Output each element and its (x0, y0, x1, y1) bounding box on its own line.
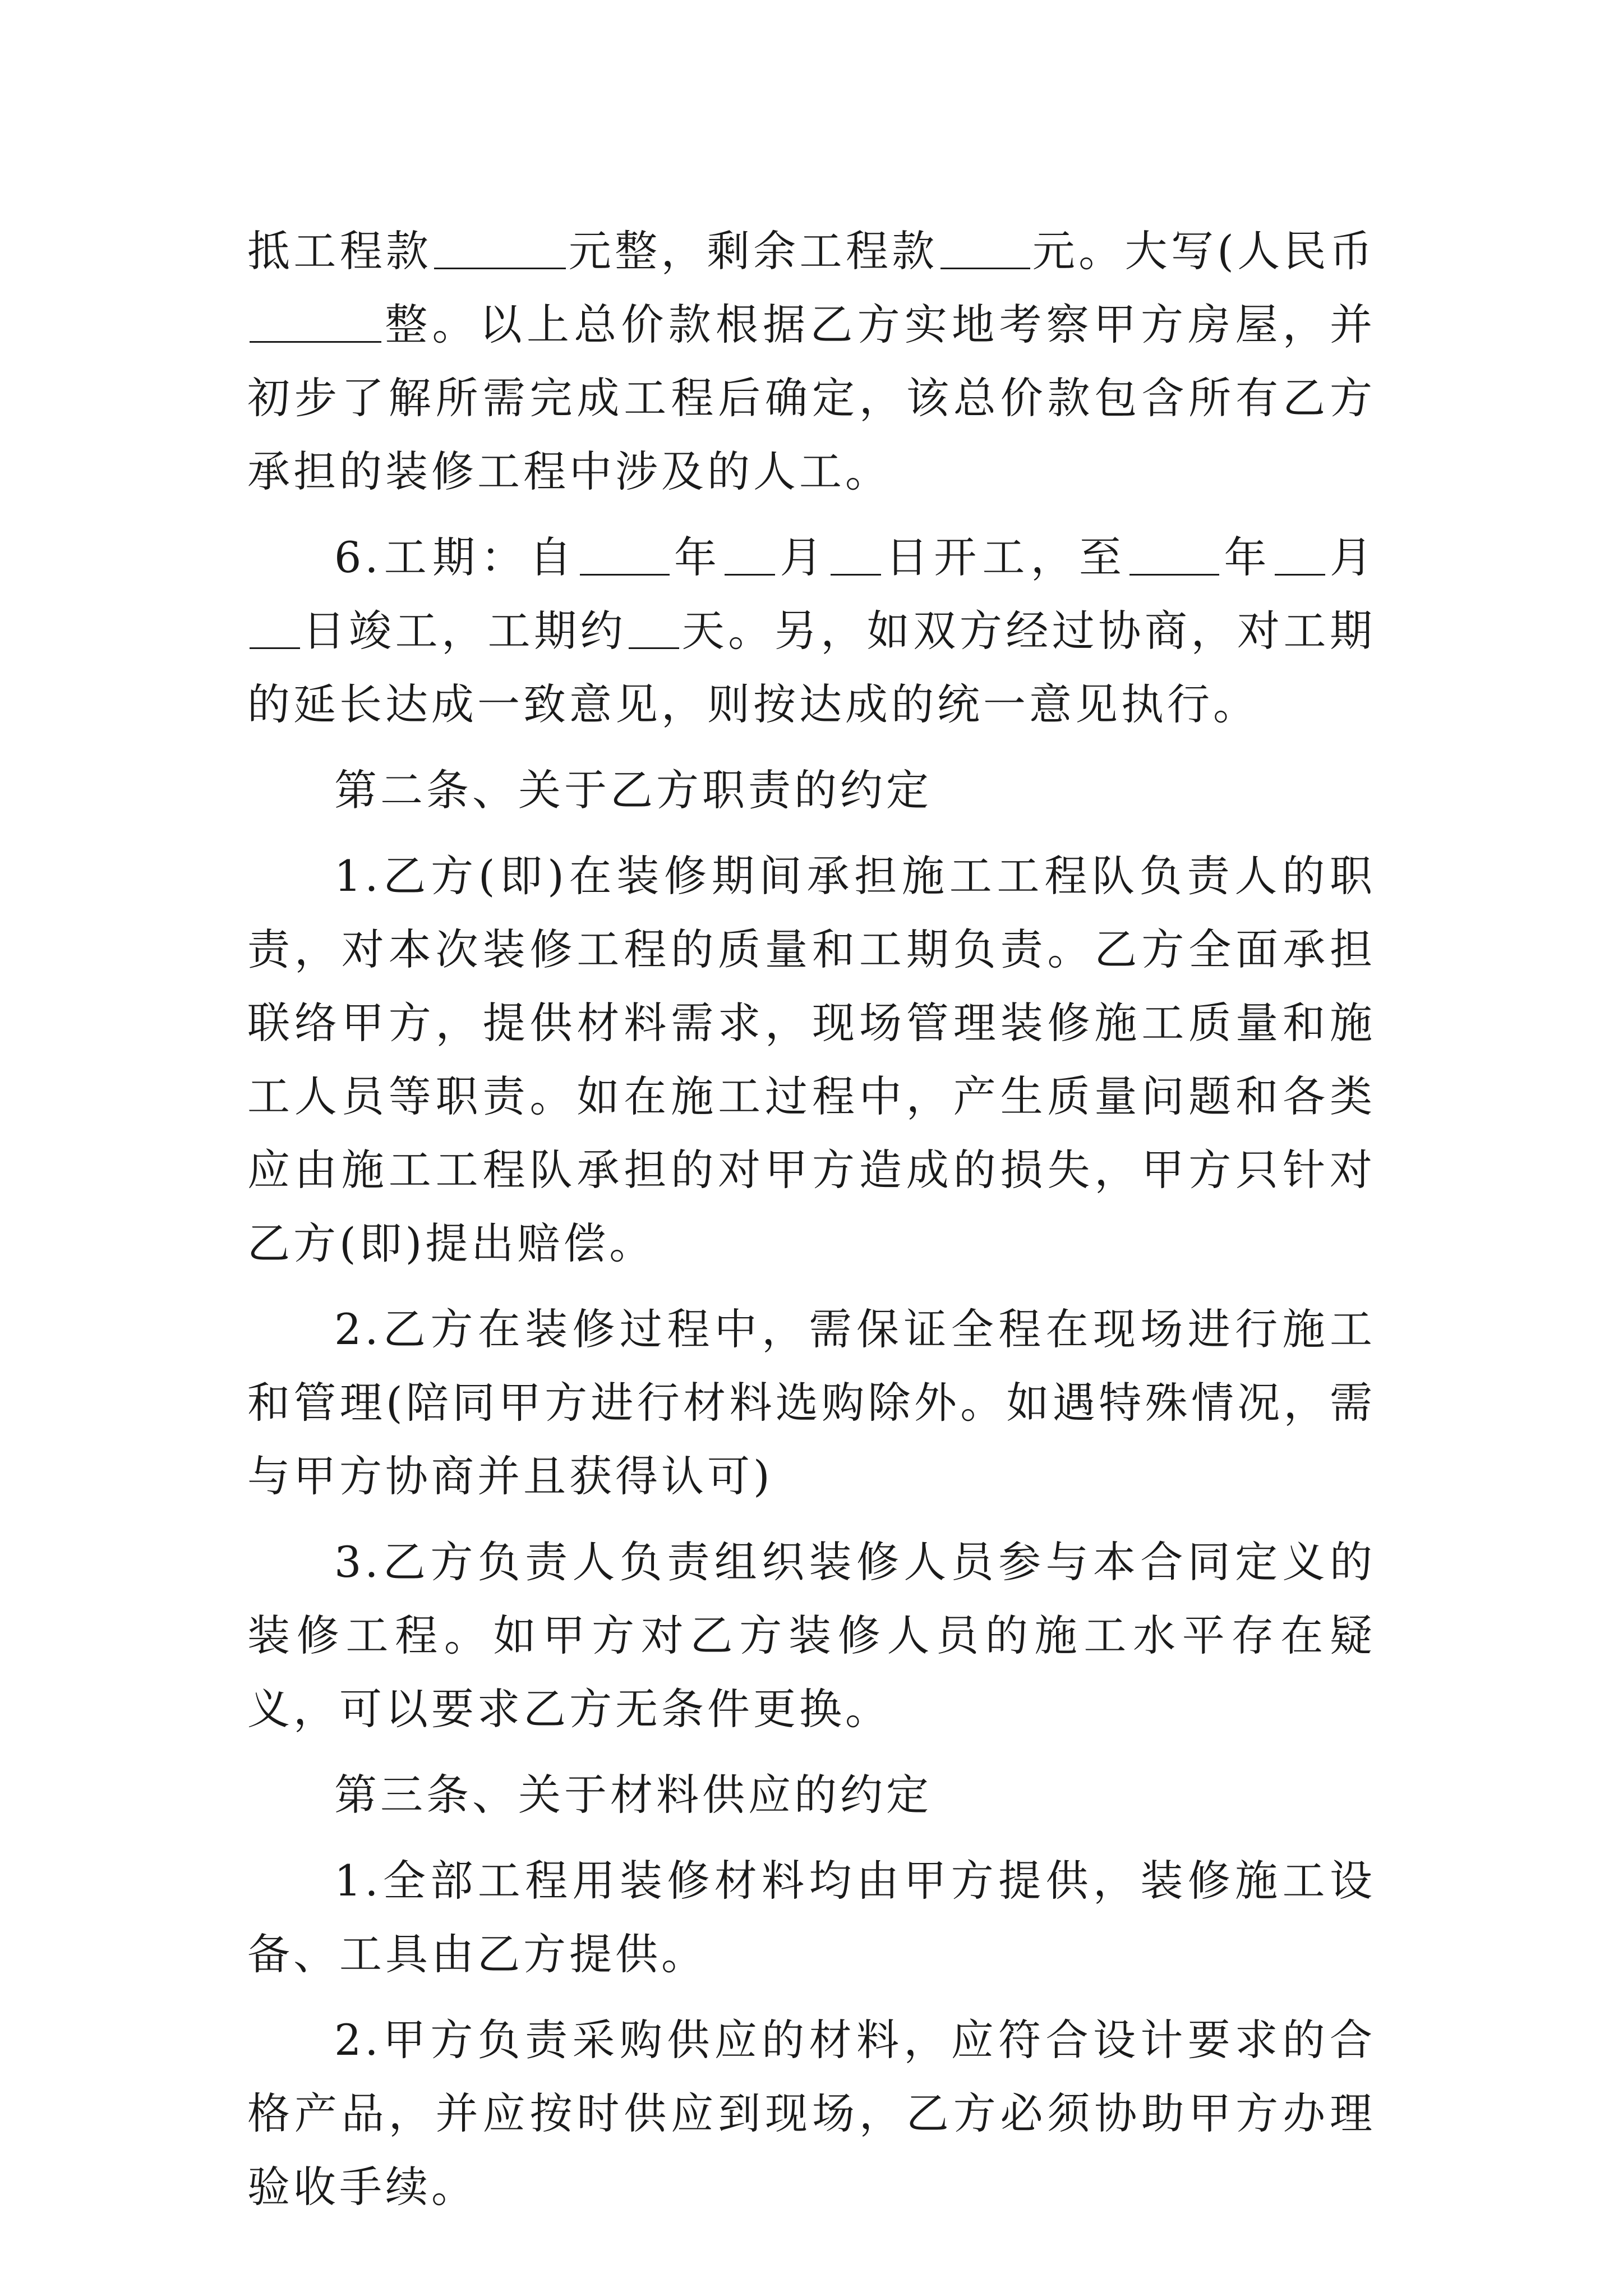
blank-line (629, 607, 679, 649)
blank-line (831, 533, 881, 576)
section-heading-2: 第二条、关于乙方职责的约定 (334, 765, 932, 815)
text-run: 年 (671, 532, 723, 582)
text-run: 6.工期：自 (334, 532, 578, 582)
document-body (247, 214, 1376, 2224)
blank-line (580, 533, 670, 576)
text-run: 月 (777, 532, 828, 582)
section-heading-3: 第三条、关于材料供应的约定 (334, 1770, 932, 1820)
paragraph-material-2: 2.甲方负责采购供应的材料，应符合设计要求的合格产品，并应按时供应到现场，乙方必须协助甲方办理验收手续。 (247, 2015, 1376, 2212)
paragraph-material-1: 1.全部工程用装修材料均由甲方提供，装修施工设备、工具由乙方提供。 (247, 1856, 1376, 1979)
paragraph-payment (247, 214, 1376, 508)
paragraph-duty-3: 3.乙方负责人负责组织装修人员参与本合同定义的装修工程。如甲方对乙方装修人员的施工水平存在疑义，可以要求乙方无条件更换。 (247, 1537, 1376, 1734)
blank-line (250, 607, 300, 649)
text-run: 年 (1221, 532, 1272, 582)
text-run: 日竣工，工期约 (302, 606, 627, 656)
blank-line (725, 533, 775, 576)
paragraph-schedule (247, 521, 1376, 741)
text-run: 月 (1327, 532, 1376, 582)
text-run: 元。大写(人民币 (1032, 226, 1376, 276)
paragraph-duty-2: 2.乙方在装修过程中，需保证全程在现场进行施工和管理(陪同甲方进行材料选购除外。如遇特殊情况，需与甲方协商并且获得认可) (247, 1304, 1376, 1501)
text-run: 抵工程款 (247, 226, 432, 276)
text-run: 整。以上总价款根据乙方实地考察甲方房屋，并初步了解所需完成工程后确定，该总价款包含所有乙方承担的装修工程中涉及的人工。 (247, 300, 1376, 496)
blank-line (1275, 533, 1325, 576)
text-run: 天。另，如双方经过协商，对工期的延长达成一致意见，则按达成的统一意见执行。 (247, 606, 1376, 729)
blank-line (250, 301, 381, 343)
blank-line (940, 227, 1030, 269)
blank-line (434, 227, 566, 269)
text-run: 日开工，至 (883, 532, 1128, 582)
paragraph-duty-1: 1.乙方(即)在装修期间承担施工工程队负责人的职责，对本次装修工程的质量和工期负责。乙方全面承担联络甲方，提供材料需求，现场管理装修施工质量和施工人员等职责。如在施工过程中，产生质量问题和各类应由施工工程队承担的对甲方造成的损失，甲方只针对乙方(即)提出赔偿。 (247, 851, 1376, 1268)
blank-line (1129, 533, 1219, 576)
text-run: 元整，剩余工程款 (568, 226, 938, 276)
